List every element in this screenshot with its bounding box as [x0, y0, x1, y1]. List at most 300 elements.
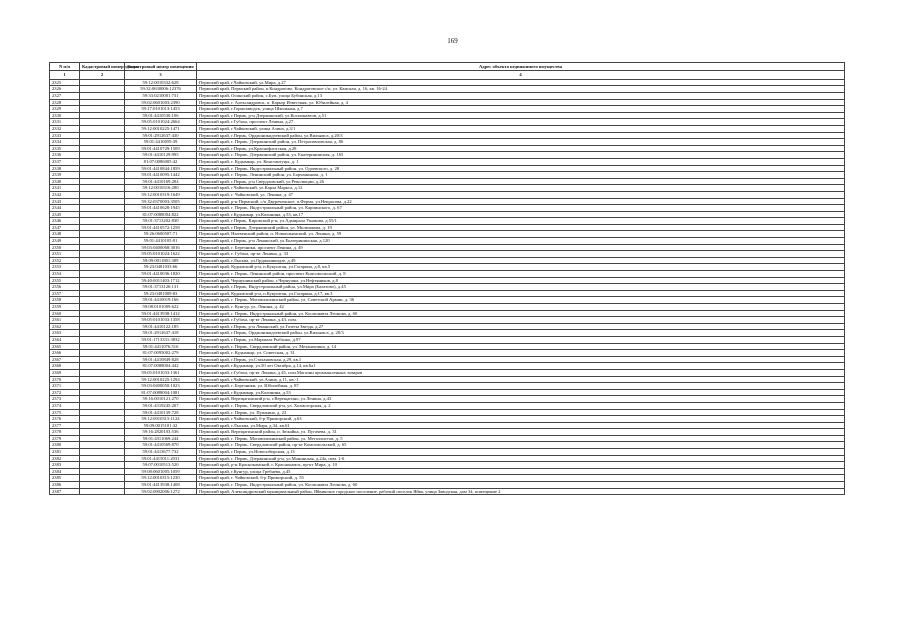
table-row [50, 158, 845, 165]
premises-cadastral-number: 59:01:4311069:244 [125, 435, 197, 442]
row-number: 2335 [50, 145, 80, 152]
premises-cadastral-number: 81:07:0088004:822 [125, 211, 197, 218]
building-cadastral-number [80, 297, 125, 304]
table-row [50, 191, 845, 198]
table-row [50, 132, 845, 139]
table-row [50, 238, 845, 245]
table-row [50, 277, 845, 284]
premises-cadastral-number: 81:07:0088004:442 [125, 363, 197, 370]
building-cadastral-number [80, 330, 125, 337]
building-cadastral-number [80, 86, 125, 93]
premises-cadastral-number: 59:12:0010315:1230 [125, 475, 197, 482]
property-address: Пермский край, Кудымский р-н, п.Кукуштан, ул.Гагарина, д.8, кв.5 [197, 264, 845, 271]
building-cadastral-number [80, 356, 125, 363]
premises-cadastral-number: 59:02:0902006:1272 [125, 488, 197, 495]
property-address: Пермский край, г.Губаха, проспект Ленина, д.27 [197, 119, 845, 126]
row-number: 2354 [50, 271, 80, 278]
table-row [50, 257, 845, 264]
premises-cadastral-number: 59:01:4410628:1945 [125, 205, 197, 212]
property-address: Пермский край, Верещагинский р-н, г.Верещагино, ул.Ленина, д.43 [197, 396, 845, 403]
row-number: 2377 [50, 422, 80, 429]
row-number: 2343 [50, 198, 80, 205]
row-number: 2364 [50, 336, 80, 343]
building-cadastral-number [80, 79, 125, 86]
premises-cadastral-number: 59:08:0601005:1059 [125, 468, 197, 475]
property-address: Пермский край, г.Кунгур, улица Гребнева, д.45 [197, 468, 845, 475]
property-address: Пермский край, г.Пермь, ул.Новосибирская, д.13 [197, 449, 845, 456]
row-number: 2387 [50, 488, 80, 495]
building-cadastral-number [80, 106, 125, 113]
row-number: 2334 [50, 139, 80, 146]
building-cadastral-number [80, 139, 125, 146]
premises-cadastral-number: 59:01:4410036:1820 [125, 271, 197, 278]
property-address: Пермский край, г. Пермь, Индустриальный район, ул. Карпинского, д. 67 [197, 205, 845, 212]
property-address: Пермский край, г.Губаха, пр-кт Ленина, д.43, пом. [197, 317, 845, 324]
premises-cadastral-number: 59:01:2912637:430 [125, 132, 197, 139]
premises-cadastral-number: 59:01:4410572:1258 [125, 224, 197, 231]
property-address: Пермский край, г.Чайковский, б-р Приморский, д.63 [197, 416, 845, 423]
row-number: 2374 [50, 402, 80, 409]
table-row [50, 468, 845, 475]
table-row [50, 396, 845, 403]
property-address: Пермский край, г.Пермь, р-н Свердловский, ул.Революции, д.26 [197, 178, 845, 185]
premises-cadastral-number: 59:33:0210001:731 [125, 93, 197, 100]
building-cadastral-number [80, 310, 125, 317]
building-cadastral-number [80, 468, 125, 475]
premises-cadastral-number: 59:32:0370003:3505 [125, 198, 197, 205]
table-row [50, 165, 845, 172]
premises-cadastral-number: 59:01:4410122:185 [125, 323, 197, 330]
row-number: 2337 [50, 158, 80, 165]
premises-cadastral-number: 59:12:0010316:280 [125, 185, 197, 192]
building-cadastral-number [80, 231, 125, 238]
property-address: Пермский край, Осинский район, с.Бум, улица Бубинская, д.13 [197, 93, 845, 100]
row-number: 2341 [50, 185, 80, 192]
building-cadastral-number [80, 304, 125, 311]
row-number: 2366 [50, 350, 80, 357]
property-address: Пермский край, г. Пермь, Мотовилихинский район, ул. Металлистов, д. 5 [197, 435, 845, 442]
table-row [50, 482, 845, 489]
premises-cadastral-number: 59:08:0101009:622 [125, 304, 197, 311]
column-number-row [50, 71, 845, 79]
property-address: Пермский край, г.Пермь, р-н Ленинский, ул.Газеты Звезда, д.27 [197, 323, 845, 330]
row-number: 2378 [50, 429, 80, 436]
building-cadastral-number [80, 191, 125, 198]
row-number: 2347 [50, 224, 80, 231]
table-row [50, 323, 845, 330]
property-address: Пермский край, г.Пермь, ул.Стахановская, д.29, кв.1 [197, 356, 845, 363]
building-cadastral-number [80, 99, 125, 106]
row-number: 2344 [50, 205, 80, 212]
table-row [50, 211, 845, 218]
property-address: Пермский край, Чернушинский район, г.Чернушка, ул.Нефтяников, д.8 [197, 277, 845, 284]
premises-cadastral-number: 59:05:0101024:2664 [125, 119, 197, 126]
property-address: Пермский край, г. Пермь, ул. Пушкина, д. 23 [197, 409, 845, 416]
premises-cadastral-number: 59:05:0101033:1361 [125, 369, 197, 376]
table-row [50, 244, 845, 251]
header-cadastral: Кадастровый номер помещения [125, 63, 197, 71]
table-body [50, 79, 845, 494]
table-row [50, 185, 845, 192]
building-cadastral-number [80, 158, 125, 165]
premises-cadastral-number: 59:12:0010315:1124 [125, 416, 197, 423]
property-address: Пермский край, г. Пермь, Индустриальный район, ул. Одоевского, д. 28 [197, 165, 845, 172]
row-number: 2367 [50, 356, 80, 363]
premises-cadastral-number: 59:09:0011801:389 [125, 257, 197, 264]
table-row [50, 369, 845, 376]
row-number: 2340 [50, 178, 80, 185]
building-cadastral-number [80, 264, 125, 271]
table-row [50, 317, 845, 324]
building-cadastral-number [80, 376, 125, 383]
header-address: Адрес объекта недвижимого имущества [197, 63, 845, 71]
building-cadastral-number [80, 363, 125, 370]
premises-cadastral-number: 59:01:4410129:995 [125, 152, 197, 159]
building-cadastral-number [80, 396, 125, 403]
premises-cadastral-number: 59:01:4319245:207 [125, 402, 197, 409]
table-row [50, 336, 845, 343]
property-address: Пермский край, г. Березники, ул. Юбилейная, д. 87 [197, 383, 845, 390]
building-cadastral-number [80, 93, 125, 100]
building-cadastral-number [80, 251, 125, 258]
property-address: Пермский край, г.Кудымкар, ул.Калинина, д.53 [197, 389, 845, 396]
property-address: Пермский край, г.Пермь, Индустриальный район, ул.Мира (Балатово), д.45 [197, 284, 845, 291]
property-address: Пермский край, г. Чайковский, ул. Ленина, д. 47 [197, 191, 845, 198]
property-address: Пермский край, г.Горнозаводск, улица Школьная, д.7 [197, 106, 845, 113]
table-row [50, 462, 845, 469]
premises-cadastral-number: 59:01:4413938:1408 [125, 482, 197, 489]
table-row [50, 429, 845, 436]
premises-cadastral-number: 59:01:3713126:131 [125, 284, 197, 291]
property-address: Пермский край, Пермский район, п.Кондратово, Кондратовское с/п, ул. Камская, д. 16, кв. 16-24 [197, 86, 845, 93]
property-address: Пермский край, г. Губаха, пр-кт Ленина, д. 33 [197, 251, 845, 258]
property-address: Пермский край, г.Пермь, Орджоникидзевский район, ул.Вильямса, д.20/3 [197, 132, 845, 139]
table-row [50, 383, 845, 390]
premises-cadastral-number: 59:01:4410139:728 [125, 409, 197, 416]
premises-cadastral-number: 59:16:2820103:536 [125, 429, 197, 436]
row-number: 2342 [50, 191, 80, 198]
row-number: 2331 [50, 119, 80, 126]
row-number: 2386 [50, 482, 80, 489]
table-row [50, 152, 845, 159]
premises-cadastral-number: 81:07:0095002:279 [125, 350, 197, 357]
premises-cadastral-number: 59:07:0010513:520 [125, 462, 197, 469]
premises-cadastral-number: 59:23:0481009:83 [125, 290, 197, 297]
building-cadastral-number [80, 429, 125, 436]
row-number: 2336 [50, 152, 80, 159]
premises-cadastral-number: 81:07:0088004:1081 [125, 389, 197, 396]
building-cadastral-number [80, 409, 125, 416]
building-cadastral-number [80, 336, 125, 343]
building-cadastral-number [80, 172, 125, 179]
table-row [50, 475, 845, 482]
premises-cadastral-number: 59:01:3713202:830 [125, 218, 197, 225]
table-row [50, 106, 845, 113]
row-number: 2369 [50, 369, 80, 376]
building-cadastral-number [80, 198, 125, 205]
property-address: Пермский край, р-н Пермский, с/п Двуреченское, п.Ферма, ул.Некрасова, д.22 [197, 198, 845, 205]
property-address: Пермский край, г. Пермь, Дзержинский район, ул. Екатерининская, д. 165 [197, 152, 845, 159]
building-cadastral-number [80, 257, 125, 264]
table-row [50, 198, 845, 205]
column-number: 4 [197, 71, 845, 79]
building-cadastral-number [80, 383, 125, 390]
building-cadastral-number [80, 271, 125, 278]
premises-cadastral-number: 59:01:2912637:418 [125, 330, 197, 337]
row-number: 2361 [50, 317, 80, 324]
table-row [50, 435, 845, 442]
property-address: Пермский край, г. Пермь, Дзержинский р-н, ул.Монинская, д.24а, пом. 1-6 [197, 455, 845, 462]
property-address: Пермский край, г. Чайковский, б-р Приморский, д. 55 [197, 475, 845, 482]
row-number: 2352 [50, 257, 80, 264]
building-cadastral-number [80, 389, 125, 396]
table-row [50, 330, 845, 337]
row-number: 2348 [50, 231, 80, 238]
row-number: 2325 [50, 79, 80, 86]
premises-cadastral-number: 59:12:0010332:628 [125, 79, 197, 86]
premises-cadastral-number: 59:01:4410849:828 [125, 356, 197, 363]
table-row [50, 449, 845, 456]
premises-cadastral-number: 59:12:0010319:1649 [125, 191, 197, 198]
premises-cadastral-number: 59:01:4410095:1442 [125, 172, 197, 179]
building-cadastral-number [80, 369, 125, 376]
premises-cadastral-number: 59:01:4410169:284 [125, 178, 197, 185]
table-row [50, 251, 845, 258]
row-number: 2350 [50, 244, 80, 251]
property-address: Пермский край, г.Пермь, р-н Ленинский, ул.Екатерининская, д.120 [197, 238, 845, 245]
row-number: 2327 [50, 93, 80, 100]
building-cadastral-number [80, 211, 125, 218]
premises-cadastral-number: 59:01:1713331:3832 [125, 336, 197, 343]
building-cadastral-number [80, 482, 125, 489]
property-address: Пермский край, г.Лысьва, ул.Мира, д.34, кв.61 [197, 422, 845, 429]
building-cadastral-number [80, 350, 125, 357]
building-cadastral-number [80, 238, 125, 245]
building-cadastral-number [80, 145, 125, 152]
building-cadastral-number [80, 244, 125, 251]
property-address: Пермский край, г.Кудымкар, ул.Калинина, д.53, кв.17 [197, 211, 845, 218]
row-number: 2349 [50, 238, 80, 245]
property-address: Пермский край, г. Пермь, Индустриальный район, ул. Космонавта Леонова, д. 60 [197, 482, 845, 489]
row-number: 2357 [50, 290, 80, 297]
premises-cadastral-number: 59:23:0481033:66 [125, 264, 197, 271]
table-row [50, 264, 845, 271]
row-number: 2373 [50, 396, 80, 403]
premises-cadastral-number: 59:12:0010225:1294 [125, 376, 197, 383]
property-address: Пермский край, г. Пермь, Индустриальный район, ул. Космонавта Леонова, д. 60 [197, 310, 845, 317]
row-number: 2359 [50, 304, 80, 311]
building-cadastral-number [80, 218, 125, 225]
building-cadastral-number [80, 323, 125, 330]
row-number: 2345 [50, 211, 80, 218]
table-header-row [50, 63, 845, 71]
premises-cadastral-number: 81:07:0086005:42 [125, 158, 197, 165]
table-row [50, 112, 845, 119]
premises-cadastral-number: 59:03:0400050:1023 [125, 383, 197, 390]
page-number: 169 [447, 37, 458, 45]
row-number: 2360 [50, 310, 80, 317]
table-row [50, 172, 845, 179]
table-row [50, 271, 845, 278]
property-address: Пермский край, Верещагинский район, п. Зюкайка, ул. Пугачева, д. 31 [197, 429, 845, 436]
premises-cadastral-number: 59:40:0011403:1712 [125, 277, 197, 284]
header-num: N п/п [50, 63, 80, 71]
building-cadastral-number [80, 462, 125, 469]
building-cadastral-number [80, 290, 125, 297]
premises-cadastral-number: 59:01:4413677:732 [125, 449, 197, 456]
table-row [50, 178, 845, 185]
property-address: Пермский край, г. Кудымкар, ул. Советская, д. 31 [197, 350, 845, 357]
property-address: Пермский край, г. Пермь, Свердловский район, пр-кт Комсомольский, д. 65 [197, 442, 845, 449]
building-cadastral-number [80, 224, 125, 231]
row-number: 2380 [50, 442, 80, 449]
premises-cadastral-number: 59:01:4413938:1412 [125, 310, 197, 317]
building-cadastral-number [80, 317, 125, 324]
row-number: 2362 [50, 323, 80, 330]
row-number: 2383 [50, 462, 80, 469]
property-address: Пермский край, г.Чайковский, ул.Азина, д.11, кв.-1 [197, 376, 845, 383]
property-address: Пермский край, г.Кудымкар, ул.50 лет Октября, д.14, кв.6а1 [197, 363, 845, 370]
registry-table [49, 62, 845, 495]
premises-cadastral-number: 59:03:0400068:3016 [125, 244, 197, 251]
premises-cadastral-number: 59:01:4410729:1509 [125, 145, 197, 152]
row-number: 2338 [50, 165, 80, 172]
property-address: Пермский край, г.Пермь, ул.Маршала Рыбалко, д.97 [197, 336, 845, 343]
property-address: Пермский край, г.Чайковский, улица Азина, д.3/1 [197, 125, 845, 132]
table-row [50, 376, 845, 383]
property-address: Пермский край, г.Чайковский, ул.Карла Маркса, д.12 [197, 185, 845, 192]
building-cadastral-number [80, 205, 125, 212]
premises-cadastral-number: 59:32:0630006:12376 [125, 86, 197, 93]
premises-cadastral-number: 59:01:4410569:870 [125, 442, 197, 449]
row-number: 2333 [50, 132, 80, 139]
building-cadastral-number [80, 132, 125, 139]
table-row [50, 284, 845, 291]
row-number: 2370 [50, 376, 80, 383]
property-address: Пермский край, г. Пермь, Свердловский р-н, ул. Холмогорская, д. 2 [197, 402, 845, 409]
row-number: 2385 [50, 475, 80, 482]
building-cadastral-number [80, 284, 125, 291]
row-number: 2382 [50, 455, 80, 462]
building-cadastral-number [80, 112, 125, 119]
property-address: Пермский край, Александровский муниципальный район, Яйвинское городское поселение, рабочий поселок Яйва, улица Заводская, дом 34, помещение 2 [197, 488, 845, 495]
row-number: 2332 [50, 125, 80, 132]
table-row [50, 350, 845, 357]
building-cadastral-number [80, 277, 125, 284]
table-row [50, 231, 845, 238]
premises-cadastral-number: 59:26:0600507:71 [125, 231, 197, 238]
building-cadastral-number [80, 152, 125, 159]
property-address: Пермский край, г. Пермь, Свердловский район, ул. Механошина, д. 14 [197, 343, 845, 350]
building-cadastral-number [80, 402, 125, 409]
building-cadastral-number [80, 416, 125, 423]
column-number: 2 [80, 71, 125, 79]
premises-cadastral-number: 59:01:4415011:2031 [125, 455, 197, 462]
premises-cadastral-number: 59:16:0010121:270 [125, 396, 197, 403]
building-cadastral-number [80, 455, 125, 462]
table-row [50, 119, 845, 126]
row-number: 2351 [50, 251, 80, 258]
premises-cadastral-number: 59:01:4411076:516 [125, 343, 197, 350]
row-number: 2326 [50, 86, 80, 93]
row-number: 2330 [50, 112, 80, 119]
premises-cadastral-number: 59:01:4410844:1859 [125, 165, 197, 172]
property-address: Пермский край, г. Пермь, Ленинский район, проспект Комсомольский, д. 8 [197, 271, 845, 278]
table-row [50, 409, 845, 416]
table-row [50, 356, 845, 363]
table-row [50, 86, 845, 93]
table-row [50, 224, 845, 231]
row-number: 2368 [50, 363, 80, 370]
building-cadastral-number [80, 449, 125, 456]
property-address: Пермский край, г. Пермь, Дзержинский район, ул. Петропавловская, д. 86 [197, 139, 845, 146]
column-number: 1 [50, 71, 80, 79]
column-number: 3 [125, 71, 197, 79]
row-number: 2328 [50, 99, 80, 106]
building-cadastral-number [80, 343, 125, 350]
row-number: 2358 [50, 297, 80, 304]
row-number: 2371 [50, 383, 80, 390]
row-number: 2365 [50, 343, 80, 350]
property-address: Пермский край, г.Губаха, пр-кт Ленина, д.45, пом.Магазин промышленных товаров [197, 369, 845, 376]
property-address: Пермский край, г.Пермь, Дзержинский район, ул. Мильчакова, д. 19 [197, 224, 845, 231]
table-row [50, 416, 845, 423]
table-row [50, 389, 845, 396]
property-address: Пермский край, г. Александровск, п. Карьер Известняк, ул. Юбилейная, д. 4 [197, 99, 845, 106]
row-number: 2381 [50, 449, 80, 456]
property-address: Пермский край, р-н Краснокамский, г. Краснокамск, пр-кт Мира, д. 10 [197, 462, 845, 469]
property-address: Пермский край, г.Пермь, Кировский р-н, ул.Адмирала Ушакова, д.55/1 [197, 218, 845, 225]
row-number: 2376 [50, 416, 80, 423]
property-address: Пермский край, Кудымский р-н, п.Кукуштан, ул.Гагарина, д.17, кв.3 [197, 290, 845, 297]
table-row [50, 363, 845, 370]
table-row [50, 125, 845, 132]
building-cadastral-number [80, 119, 125, 126]
premises-cadastral-number: 59:01:4410105:91 [125, 238, 197, 245]
table-row [50, 422, 845, 429]
premises-cadastral-number: 59:01:4410059:39 [125, 139, 197, 146]
property-address: Пермский край, г.Пермь, р-н Дзержинский, ул.Космонавтов, д.51 [197, 112, 845, 119]
row-number: 2375 [50, 409, 80, 416]
table-row [50, 310, 845, 317]
property-address: Пермский край, г.Пермь, ул.Краснофлотская, д.28 [197, 145, 845, 152]
property-address: Пермский край, г. Пермь, Мотовилихинский район, ул. Советской Армии, д. 36 [197, 297, 845, 304]
table-row [50, 488, 845, 495]
property-address: Пермский край, г.Чайковский, ул.Мира, д.27 [197, 79, 845, 86]
row-number: 2363 [50, 330, 80, 337]
table-row [50, 205, 845, 212]
table-row [50, 442, 845, 449]
table-row [50, 290, 845, 297]
header-building: Кадастровый номер здания [80, 63, 125, 71]
row-number: 2339 [50, 172, 80, 179]
row-number: 2356 [50, 284, 80, 291]
table-row [50, 139, 845, 146]
building-cadastral-number [80, 165, 125, 172]
premises-cadastral-number: 59:17:0101013:1453 [125, 106, 197, 113]
premises-cadastral-number: 59:09:0015101:32 [125, 422, 197, 429]
premises-cadastral-number: 59:01:4410019:166 [125, 297, 197, 304]
table-row [50, 304, 845, 311]
premises-cadastral-number: 59:02:0601003:2390 [125, 99, 197, 106]
table-row [50, 218, 845, 225]
row-number: 2372 [50, 389, 80, 396]
table-row [50, 297, 845, 304]
property-address: Пермский край, Нытвенский район, п. Новоильинский, ул. Ленина, д. 59 [197, 231, 845, 238]
row-number: 2353 [50, 264, 80, 271]
table-row [50, 343, 845, 350]
table-row [50, 402, 845, 409]
